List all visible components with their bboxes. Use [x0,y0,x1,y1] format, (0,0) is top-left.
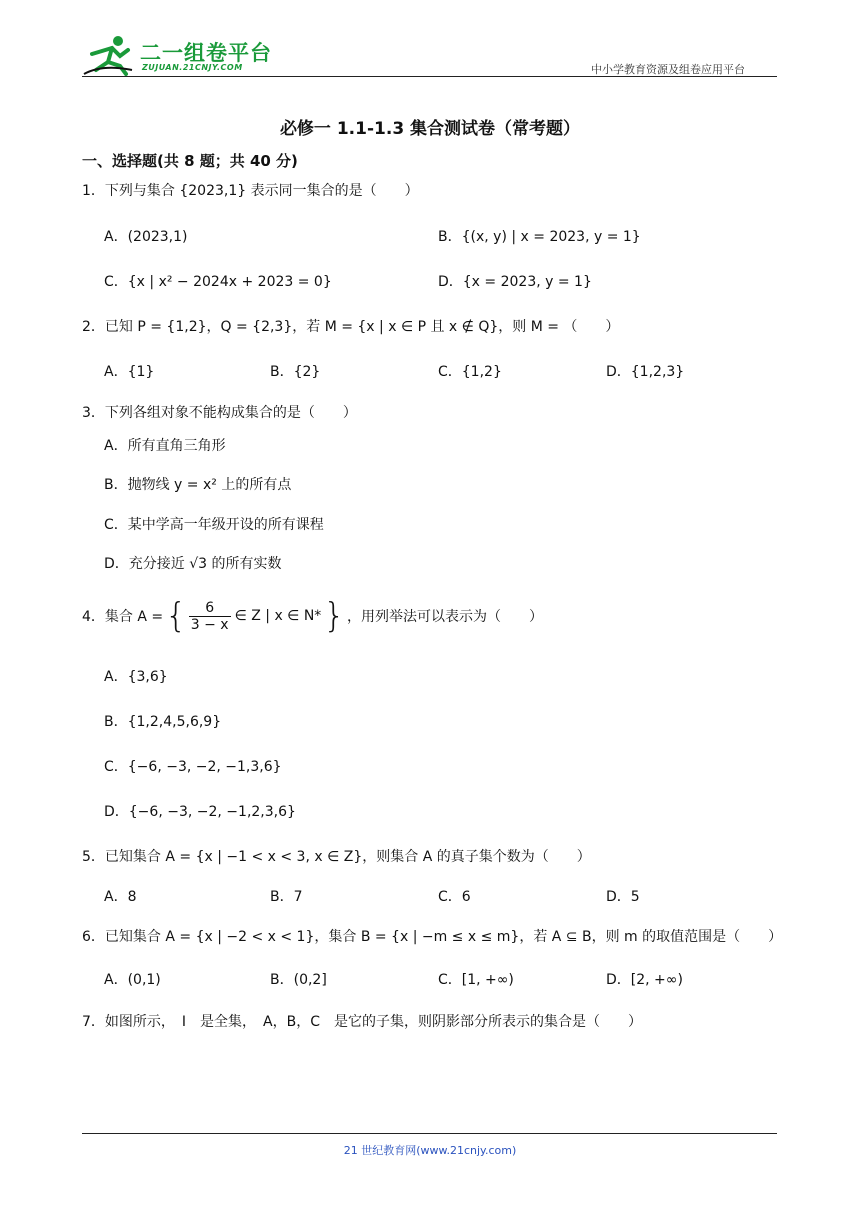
option-d[interactable]: D．充分接近 √3 的所有实数 [104,556,282,572]
option-c[interactable]: C．{x | x² − 2024x + 2023 = 0} [104,274,332,290]
option-a[interactable]: A．(0,1) [104,972,161,988]
option-b[interactable]: B．{(x, y) | x = 2023, y = 1} [438,229,641,245]
fraction [189,600,231,633]
option-b[interactable]: B．抛物线 y = x² 上的所有点 [104,477,292,493]
question-stem: 3．下列各组对象不能构成集合的是（ ） [82,405,357,421]
option-d[interactable]: D．[2, +∞) [606,972,683,988]
option-a[interactable]: A．(2023,1) [104,229,188,245]
right-brace: } [323,596,345,636]
option-a[interactable]: A．{1} [104,364,155,380]
question-stem: 6．已知集合 A = {x | −2 < x < 1}，集合 B = {x | −m ≤ x ≤ m}，若 A ⊆ B，则 m 的取值范围是（ ） [82,929,783,945]
section-heading: 一、选择题(共 8 题；共 40 分) [82,152,298,170]
option-c[interactable]: C．6 [438,889,471,905]
left-brace: { [165,596,187,636]
option-c[interactable]: C．[1, +∞) [438,972,514,988]
footer-link[interactable]: 21 世纪教育网(www.21cnjy.com) [343,1144,517,1157]
option-b[interactable]: B．(0,2] [270,972,327,988]
logo-subtitle: ZUJUAN.21CNJY.COM [142,63,243,72]
question-stem: 7．如图所示， I 是全集， A，B，C 是它的子集，则阴影部分所表示的集合是（ ） [82,1014,642,1030]
question-stem: 5．已知集合 A = {x | −1 < x < 3, x ∈ Z}，则集合 A 的真子集个数为（ ） [82,849,591,865]
option-d[interactable]: D．{x = 2023, y = 1} [438,274,592,290]
footer-rule [82,1133,777,1134]
option-b[interactable]: B．{2} [270,364,321,380]
option-c[interactable]: C．某中学高一年级开设的所有课程 [104,517,324,533]
question-stem [82,592,543,640]
stem-prefix: 4．集合 A = [82,609,164,625]
option-a[interactable]: A．{3,6} [104,669,168,685]
option-c[interactable]: C．{1,2} [438,364,502,380]
option-a[interactable]: A．所有直角三角形 [104,438,226,454]
option-d[interactable]: D．5 [606,889,640,905]
set-condition: ∈ Z | x ∈ N* [234,608,322,624]
fraction-numerator: 6 [205,599,215,616]
option-b[interactable]: B．{1,2,4,5,6,9} [104,714,222,730]
option-d[interactable]: D．{−6, −3, −2, −1,2,3,6} [104,804,296,820]
question-stem: 2．已知 P = {1,2}，Q = {2,3}，若 M = {x | x ∈ P 且 x ∉ Q}，则 M = （ ） [82,319,620,335]
stem-suffix: ，用列举法可以表示为（ ） [346,609,543,625]
fraction-denominator: 3 − x [190,616,229,633]
option-a[interactable]: A．8 [104,889,137,905]
header-tagline: 中小学教育资源及组卷应用平台 [591,63,745,76]
option-d[interactable]: D．{1,2,3} [606,364,685,380]
logo-name: 二一组卷平台 [140,41,272,65]
option-b[interactable]: B．7 [270,889,303,905]
runner-logo-icon [82,34,134,76]
option-c[interactable]: C．{−6, −3, −2, −1,3,6} [104,759,282,775]
page-title: 必修一 1.1-1.3 集合测试卷（常考题） [279,119,581,139]
question-stem: 1．下列与集合 {2023,1} 表示同一集合的是（ ） [82,183,419,199]
header-rule [82,76,777,77]
site-logo[interactable] [82,34,282,76]
